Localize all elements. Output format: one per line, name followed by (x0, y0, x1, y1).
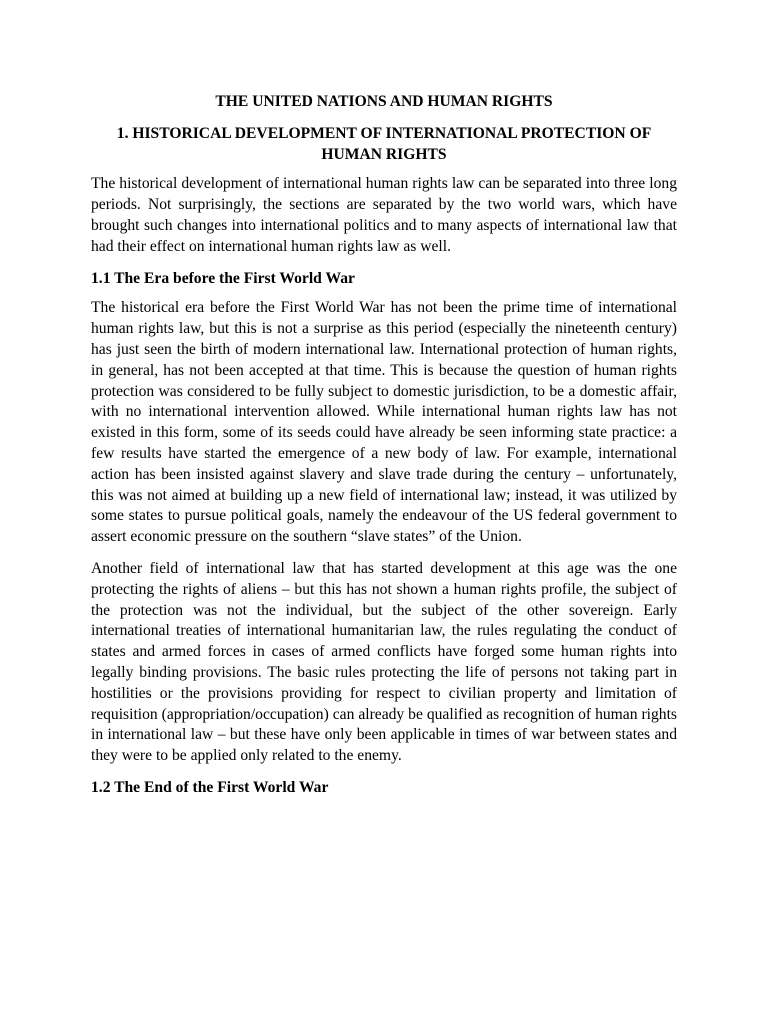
subsection-heading-1-1: 1.1 The Era before the First World War (91, 269, 355, 287)
paragraph-rights-of-aliens: Another field of international law that has started development at this age was the one protecting the rights of aliens – but this has not shown a human rights profile, the subject of the protection was not the individual, but the subject of the other sovereign. Early international treaties of international humanitarian law, the rules regulating the conduct of states and armed forces in cases of armed conflicts have forged some human rights into legally binding provisions. The basic rules protecting the life of persons not taking part in hostilities or the provisions providing for respect to civilian property and limitation of requisition (appropriation/occupation) can already be qualified as recognition of human rights in international law – but these have only been applicable in times of war between states and they were to be applied only related to the enemy. (91, 559, 677, 765)
document-page (91, 92, 677, 808)
intro-paragraph: The historical development of international human rights law can be separated into three long periods. Not surprisingly, the sections are separated by the two world wars, which have brought such changes into international politics and to many aspects of international law that had their effect on international human rights law as well. (91, 175, 677, 255)
document-title: THE UNITED NATIONS AND HUMAN RIGHTS (215, 93, 553, 110)
section-heading: 1. HISTORICAL DEVELOPMENT OF INTERNATIONAL PROTECTION OF HUMAN RIGHTS (116, 124, 652, 163)
paragraph-era-before-ww1: The historical era before the First World War has not been the prime time of international human rights law, but this is not a surprise as this period (especially the nineteenth century) has just seen the birth of modern international law. International protection of human rights, in general, has not been accepted at that time. This is because the question of human rights protection was considered to be fully subject to domestic jurisdiction, to be a domestic affair, with no international intervention allowed. While international human rights law has not existed in this form, some of its seeds could have already be seen informing state practice: a few results have started the emergence of a new body of law. For example, international action has been insisted against slavery and slave trade during the century – unfortunately, this was not aimed at building up a new field of international law; instead, it was utilized by some states to pursue political goals, namely the endeavour of the US federal government to assert economic pressure on the southern “slave states” of the Union. (91, 299, 677, 546)
subsection-heading-1-2: 1.2 The End of the First World War (91, 778, 329, 796)
